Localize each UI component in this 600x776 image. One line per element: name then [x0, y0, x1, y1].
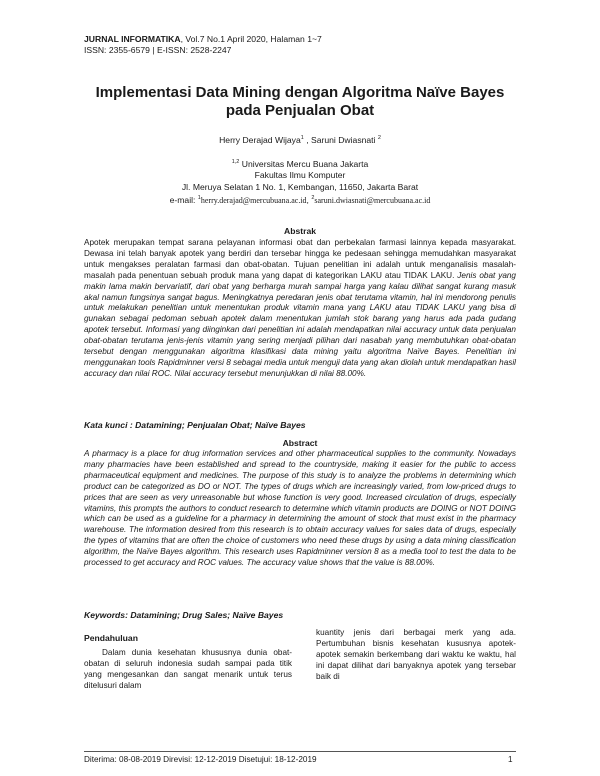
affiliation-address: Jl. Meruya Selatan 1 No. 1, Kembangan, 11650, Jakarta Barat	[181, 181, 419, 192]
email-separator: ,	[306, 195, 312, 206]
author-1-sup: 1	[300, 135, 304, 142]
author-1: Herry Derajad Wijaya	[219, 135, 301, 145]
intro-left-column	[84, 633, 292, 691]
author-separator: ,	[303, 135, 311, 145]
email-1-sup: 1	[197, 195, 201, 202]
abstrak-text-italic: Jenis obat yang makin lama makin bervariatif, dari obat yang berharga murah sampai harga yang kalau dilihat sangat kurang masuk akal namun fungsinya sangat bagus. Meningkatnya peredaran jenis obat terutama vitamin, hal ini mendorong penulis untuk melakukan penelitian untuk menentukan produk vitamin mana yang LAKU atau TIDAK LAKU yang bisa di gunakan sebagai pedoman sebuah apotek dalam menentukan jumlah stok barang yang harus ada pada gudang apotek tersebut. Informasi yang diinginkan dari penelitian ini adalah mendapatkan nilai accuracy untuk data penjualan obat-obatan terutama jenis-jenis vitamin yang sering menjadi pilihan dari nasabah yang membutuhkan obat-obatan tersebut dengan menggunakan algoritma klasifikasi data mining yaitu algoritma Naïve Bayes. Penelitian ini menggunakan tools Rapidminner versi 8 sebagai media untuk menguji data yang akan diolah untuk mendapatkan hasil accuracy dan nilai ROC. Nilai accuracy tersebut menunjukkan di nilai 88.00%.	[84, 270, 516, 378]
affiliation-university: Universitas Mercu Buana Jakarta	[239, 158, 369, 169]
abstrak-text-normal: Apotek merupakan tempat sarana pelayanan informasi obat dan perbekalan farmasi lainnya kepada masyarakat. Dewasa ini telah banyak apotek yang berdiri dan tersebar hingga ke pedesaan sehingga memudahkan masyarakat untuk mengakses peralatan farmasi dan obat-obatan. Tujuan penelitian ini adalah untuk menganalisis masalah-masalah pada penentuan sebuah produk mana yang dapat di kategorikan LAKU atau TIDAK LAKU.	[84, 238, 516, 280]
keywords: Keywords: Datamining; Drug Sales; Naïve Bayes	[84, 610, 284, 620]
pendahuluan-heading: Pendahuluan	[84, 633, 138, 643]
abstract-heading: Abstract	[282, 438, 318, 448]
abstract-text: A pharmacy is a place for drug information services and other pharmaceutical supplies to the community. Nowadays many pharmacies have been established and spread to the countryside, making it easier for the public to access pharmaceutical equipment and medicines. The purpose of this study is to analyze the problems in determining which product can be categorized as DO or NOT. The types of drugs which are increasingly varied, from low-priced drugs to prices that are seen as very unreasonable but whose function is very good. Increased circulation of drugs, especially vitamins, this prompts the authors to conduct research to determine which vitamin products are DOING or NOT DOING which can be used as a guideline for a pharmacy in determining the amount of stock that must exist in the pharmacy warehouse. The information desired from this research is to obtain accuracy values for sales data of drugs, especially the types of vitamins that are often the choice of customers who need these drugs by using a data mining classification algorithm, the Naïve Bayes algorithm. This research uses Rapidminner version 8 as a media tool to test the data to be processed to get accuracy and ROC values. The accuracy value shows that the value is 88.00%.	[84, 449, 516, 568]
pendahuluan-right-text: kuantity jenis dari berbagai merk yang ada. Pertumbuhan bisnis kesehatan kususnya apotek-apotek semakin berkembang dari waktu ke waktu, hal ini dapat dilihat dari banyaknya apotek yang tersebar baik di	[316, 628, 516, 681]
page-number: 1	[508, 755, 513, 764]
footer-divider	[84, 751, 516, 752]
journal-name: JURNAL INFORMATIKA	[84, 34, 181, 44]
journal-issn: ISSN: 2355-6579 | E-ISSN: 2528-2247	[84, 45, 232, 55]
journal-issue: , Vol.7 No.1 April 2020, Halaman 1~7	[180, 34, 322, 44]
author-list	[60, 135, 540, 145]
kata-kunci: Kata kunci : Datamining; Penjualan Obat; Naïve Bayes	[84, 420, 306, 430]
email-1: herry.derajad@mercubuana.ac.id	[200, 196, 307, 206]
author-2-sup: 2	[377, 135, 381, 142]
affiliation-faculty: Fakultas Ilmu Komputer	[254, 170, 346, 181]
affiliation-block	[60, 157, 540, 207]
pendahuluan-left-text: Dalam dunia kesehatan khususnya dunia obat-obatan di seluruh indonesia sudah sampai pada titik yang mengesankan dan sangat menarik untuk terus ditelusuri dalam	[84, 648, 292, 690]
email-label: e-mail:	[169, 195, 198, 206]
abstrak-text	[84, 238, 516, 380]
title-line-1: Implementasi Data Mining dengan Algoritma Naïve Bayes	[95, 84, 505, 101]
title-line-2: pada Penjualan Obat	[225, 102, 375, 119]
paper-title	[60, 84, 540, 120]
email-2-sup: 2	[311, 195, 315, 202]
footer-dates: Diterima: 08-08-2019 Direvisi: 12-12-2019 Disetujui: 18-12-2019	[84, 755, 317, 764]
abstrak-heading: Abstrak	[284, 226, 316, 236]
author-2: Saruni Dwiasnati	[310, 135, 376, 145]
affiliation-sup: 1,2	[231, 159, 240, 165]
intro-right-column	[316, 627, 516, 682]
journal-header	[84, 34, 322, 56]
email-2: saruni.dwiasnati@mercubuana.ac.id	[314, 196, 431, 206]
email-line	[60, 193, 540, 206]
